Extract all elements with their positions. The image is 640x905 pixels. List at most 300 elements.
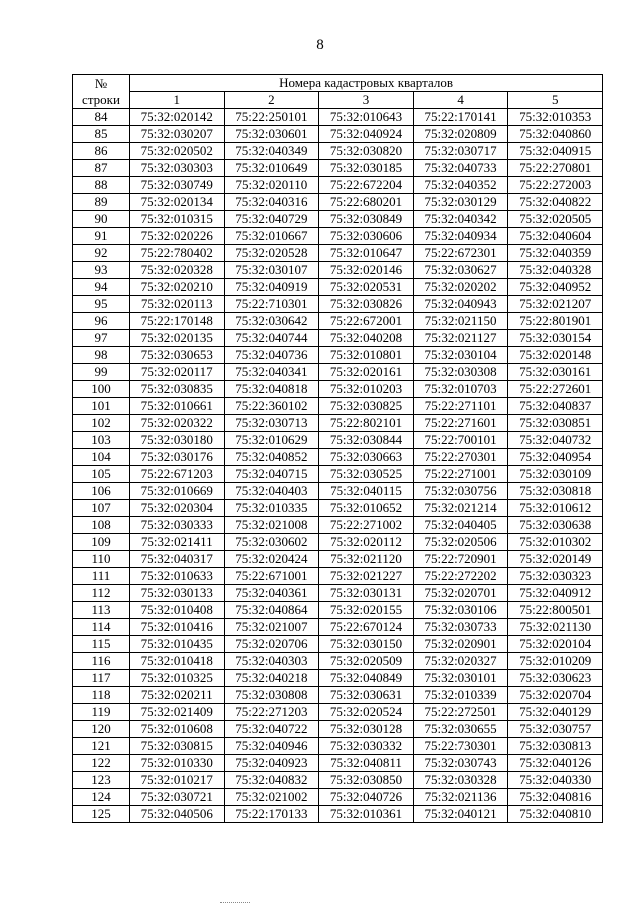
cadastral-number-cell: 75:32:030308 (413, 364, 508, 381)
cadastral-number-cell: 75:32:040317 (130, 551, 225, 568)
cadastral-number-cell: 75:32:010302 (508, 534, 603, 551)
cadastral-number-cell: 75:32:040915 (508, 143, 603, 160)
cadastral-number-cell: 75:32:010203 (319, 381, 414, 398)
cadastral-number-cell: 75:32:020531 (319, 279, 414, 296)
cadastral-number-cell: 75:32:020502 (130, 143, 225, 160)
page-number: 8 (316, 37, 324, 53)
cadastral-number-cell: 75:32:040361 (224, 585, 319, 602)
cadastral-number-cell: 75:22:271101 (413, 398, 508, 415)
table-row (73, 636, 603, 653)
cadastral-number-cell: 75:32:040352 (413, 177, 508, 194)
table-row (73, 262, 603, 279)
cadastral-number-cell: 75:32:040341 (224, 364, 319, 381)
cadastral-number-cell: 75:32:010408 (130, 602, 225, 619)
cadastral-number-cell: 75:32:030602 (224, 534, 319, 551)
cadastral-number-cell: 75:32:030663 (319, 449, 414, 466)
table-row (73, 449, 603, 466)
column-number-header: 3 (319, 92, 414, 109)
table-body (73, 109, 603, 823)
cadastral-number-cell: 75:32:010418 (130, 653, 225, 670)
header-row-group (73, 75, 603, 92)
cadastral-number-cell: 75:22:360102 (224, 398, 319, 415)
table-row (73, 517, 603, 534)
cadastral-number-cell: 75:32:020135 (130, 330, 225, 347)
row-number-cell: 114 (73, 619, 130, 636)
row-number-cell: 116 (73, 653, 130, 670)
cadastral-number-cell: 75:32:030849 (319, 211, 414, 228)
row-number-cell: 123 (73, 772, 130, 789)
cadastral-number-cell: 75:32:030332 (319, 738, 414, 755)
cadastral-number-cell: 75:22:272202 (413, 568, 508, 585)
table-row (73, 415, 603, 432)
column-number-header: 4 (413, 92, 508, 109)
cadastral-number-cell: 75:32:040912 (508, 585, 603, 602)
cadastral-number-cell: 75:32:040744 (224, 330, 319, 347)
cadastral-number-cell: 75:32:040342 (413, 211, 508, 228)
cadastral-number-cell: 75:32:030749 (130, 177, 225, 194)
cadastral-number-cell: 75:22:671203 (130, 466, 225, 483)
cadastral-number-cell: 75:32:020528 (224, 245, 319, 262)
table-row (73, 721, 603, 738)
row-number-cell: 98 (73, 347, 130, 364)
table-row (73, 619, 603, 636)
cadastral-number-cell: 75:32:040822 (508, 194, 603, 211)
cadastral-number-cell: 75:32:040316 (224, 194, 319, 211)
cadastral-number-cell: 75:32:040729 (224, 211, 319, 228)
cadastral-number-cell: 75:32:030743 (413, 755, 508, 772)
cadastral-number-cell: 75:32:021409 (130, 704, 225, 721)
cadastral-number-cell: 75:32:040934 (413, 228, 508, 245)
cadastral-number-cell: 75:32:030133 (130, 585, 225, 602)
table-row (73, 177, 603, 194)
row-number-cell: 109 (73, 534, 130, 551)
cadastral-number-cell: 75:32:030525 (319, 466, 414, 483)
cadastral-number-cell: 75:32:010339 (413, 687, 508, 704)
cadastral-number-cell: 75:32:030623 (508, 670, 603, 687)
table-row (73, 126, 603, 143)
row-number-cell: 125 (73, 806, 130, 823)
cadastral-number-cell: 75:32:021007 (224, 619, 319, 636)
cadastral-number-cell: 75:32:040811 (319, 755, 414, 772)
cadastral-number-cell: 75:32:040121 (413, 806, 508, 823)
cadastral-number-cell: 75:32:010649 (224, 160, 319, 177)
cadastral-number-cell: 75:32:040732 (508, 432, 603, 449)
table-row (73, 381, 603, 398)
cadastral-number-cell: 75:32:021411 (130, 534, 225, 551)
row-number-cell: 105 (73, 466, 130, 483)
table-row (73, 534, 603, 551)
row-number-cell: 91 (73, 228, 130, 245)
cadastral-number-cell: 75:32:030601 (224, 126, 319, 143)
table-row (73, 772, 603, 789)
cadastral-number-cell: 75:32:010315 (130, 211, 225, 228)
cadastral-number-cell: 75:32:040218 (224, 670, 319, 687)
cadastral-number-cell: 75:32:021002 (224, 789, 319, 806)
cadastral-number-cell: 75:32:020901 (413, 636, 508, 653)
row-number-header-label: № строки (82, 75, 120, 107)
cadastral-number-cell: 75:32:020134 (130, 194, 225, 211)
cadastral-number-cell: 75:32:030642 (224, 313, 319, 330)
row-number-header (73, 75, 130, 109)
table-row (73, 432, 603, 449)
cadastral-number-cell: 75:32:030808 (224, 687, 319, 704)
cadastral-table (72, 74, 603, 823)
cadastral-number-cell: 75:22:270801 (508, 160, 603, 177)
table-row (73, 602, 603, 619)
cadastral-number-cell: 75:32:020149 (508, 551, 603, 568)
cadastral-number-cell: 75:32:020322 (130, 415, 225, 432)
cadastral-number-cell: 75:22:720901 (413, 551, 508, 568)
cadastral-number-cell: 75:32:021227 (319, 568, 414, 585)
row-number-cell: 108 (73, 517, 130, 534)
cadastral-number-cell: 75:22:801901 (508, 313, 603, 330)
cadastral-number-cell: 75:32:030150 (319, 636, 414, 653)
row-number-cell: 102 (73, 415, 130, 432)
cadastral-number-cell: 75:32:040849 (319, 670, 414, 687)
cadastral-number-cell: 75:32:030733 (413, 619, 508, 636)
cadastral-number-cell: 75:32:030627 (413, 262, 508, 279)
cadastral-number-cell: 75:32:010335 (224, 500, 319, 517)
cadastral-number-cell: 75:22:672204 (319, 177, 414, 194)
cadastral-number-cell: 75:32:030826 (319, 296, 414, 313)
cadastral-number-cell: 75:32:020701 (413, 585, 508, 602)
row-number-cell: 100 (73, 381, 130, 398)
row-number-cell: 112 (73, 585, 130, 602)
cadastral-number-cell: 75:32:021214 (413, 500, 508, 517)
cadastral-number-cell: 75:32:040208 (319, 330, 414, 347)
cadastral-number-cell: 75:32:010435 (130, 636, 225, 653)
row-number-cell: 93 (73, 262, 130, 279)
cadastral-number-cell: 75:22:170141 (413, 109, 508, 126)
cadastral-number-cell: 75:32:021136 (413, 789, 508, 806)
table-row (73, 670, 603, 687)
table-row (73, 143, 603, 160)
cadastral-number-cell: 75:32:040715 (224, 466, 319, 483)
cadastral-number-cell: 75:32:040954 (508, 449, 603, 466)
cadastral-number-cell: 75:32:030128 (319, 721, 414, 738)
cadastral-number-cell: 75:32:040952 (508, 279, 603, 296)
cadastral-number-cell: 75:32:030131 (319, 585, 414, 602)
cadastral-number-cell: 75:32:030757 (508, 721, 603, 738)
table-row (73, 279, 603, 296)
row-number-cell: 99 (73, 364, 130, 381)
cadastral-number-cell: 75:22:250101 (224, 109, 319, 126)
cadastral-number-cell: 75:32:030328 (413, 772, 508, 789)
cadastral-number-cell: 75:32:030107 (224, 262, 319, 279)
cadastral-number-cell: 75:22:672301 (413, 245, 508, 262)
table-row (73, 704, 603, 721)
cadastral-number-cell: 75:32:020148 (508, 347, 603, 364)
cadastral-number-cell: 75:22:271203 (224, 704, 319, 721)
cadastral-number-cell: 75:32:030844 (319, 432, 414, 449)
cadastral-number-cell: 75:32:010647 (319, 245, 414, 262)
cadastral-number-cell: 75:32:010633 (130, 568, 225, 585)
row-number-cell: 113 (73, 602, 130, 619)
cadastral-number-cell: 75:32:020809 (413, 126, 508, 143)
cadastral-number-cell: 75:32:030631 (319, 687, 414, 704)
cadastral-number-cell: 75:32:020142 (130, 109, 225, 126)
row-number-cell: 101 (73, 398, 130, 415)
cadastral-number-cell: 75:32:010217 (130, 772, 225, 789)
table-row (73, 568, 603, 585)
cadastral-number-cell: 75:32:010652 (319, 500, 414, 517)
cadastral-number-cell: 75:32:030101 (413, 670, 508, 687)
cadastral-number-cell: 75:32:030653 (130, 347, 225, 364)
column-number-header: 2 (224, 92, 319, 109)
cadastral-number-cell: 75:32:030104 (413, 347, 508, 364)
cadastral-number-cell: 75:22:270301 (413, 449, 508, 466)
cadastral-number-cell: 75:32:010612 (508, 500, 603, 517)
cadastral-number-cell: 75:32:020146 (319, 262, 414, 279)
cadastral-number-cell: 75:22:802101 (319, 415, 414, 432)
cadastral-number-cell: 75:32:040837 (508, 398, 603, 415)
cadastral-number-cell: 75:32:010353 (508, 109, 603, 126)
cadastral-number-cell: 75:32:030154 (508, 330, 603, 347)
cadastral-number-cell: 75:32:030207 (130, 126, 225, 143)
cadastral-number-cell: 75:32:010416 (130, 619, 225, 636)
cadastral-number-cell: 75:32:030825 (319, 398, 414, 415)
cadastral-number-cell: 75:32:010703 (413, 381, 508, 398)
table-row (73, 500, 603, 517)
cadastral-number-cell: 75:32:020226 (130, 228, 225, 245)
row-number-cell: 107 (73, 500, 130, 517)
table-row (73, 228, 603, 245)
row-number-cell: 115 (73, 636, 130, 653)
cadastral-number-cell: 75:32:040860 (508, 126, 603, 143)
cadastral-number-cell: 75:22:271002 (319, 517, 414, 534)
cadastral-number-cell: 75:32:010608 (130, 721, 225, 738)
cadastral-number-cell: 75:32:021130 (508, 619, 603, 636)
table-row (73, 755, 603, 772)
cadastral-number-cell: 75:32:030106 (413, 602, 508, 619)
table-row (73, 296, 603, 313)
cadastral-number-cell: 75:32:030109 (508, 466, 603, 483)
cadastral-number-cell: 75:32:040923 (224, 755, 319, 772)
table-row (73, 245, 603, 262)
cadastral-number-cell: 75:32:010209 (508, 653, 603, 670)
cadastral-number-cell: 75:32:040810 (508, 806, 603, 823)
cadastral-number-cell: 75:32:030180 (130, 432, 225, 449)
table-row (73, 194, 603, 211)
row-number-cell: 85 (73, 126, 130, 143)
cadastral-number-cell: 75:32:021207 (508, 296, 603, 313)
cadastral-number-cell: 75:22:730301 (413, 738, 508, 755)
header-row-numbers (73, 92, 603, 109)
cadastral-number-cell: 75:32:021120 (319, 551, 414, 568)
cadastral-number-cell: 75:32:040349 (224, 143, 319, 160)
row-number-cell: 119 (73, 704, 130, 721)
table-row (73, 160, 603, 177)
cadastral-number-cell: 75:22:271001 (413, 466, 508, 483)
cadastral-number-cell: 75:32:020202 (413, 279, 508, 296)
bottom-mark (220, 902, 250, 903)
column-number-header: 1 (130, 92, 225, 109)
cadastral-number-cell: 75:32:020112 (319, 534, 414, 551)
cadastral-number-cell: 75:32:040852 (224, 449, 319, 466)
row-number-cell: 97 (73, 330, 130, 347)
cadastral-number-cell: 75:22:800501 (508, 602, 603, 619)
cadastral-number-cell: 75:32:040946 (224, 738, 319, 755)
cadastral-number-cell: 75:32:040722 (224, 721, 319, 738)
row-number-cell: 94 (73, 279, 130, 296)
cadastral-number-cell: 75:22:671001 (224, 568, 319, 585)
row-number-cell: 89 (73, 194, 130, 211)
row-number-cell: 92 (73, 245, 130, 262)
cadastral-number-cell: 75:32:020524 (319, 704, 414, 721)
cadastral-number-cell: 75:32:010330 (130, 755, 225, 772)
cadastral-number-cell: 75:32:040864 (224, 602, 319, 619)
cadastral-number-cell: 75:32:040818 (224, 381, 319, 398)
row-number-cell: 118 (73, 687, 130, 704)
table-row (73, 109, 603, 126)
cadastral-number-cell: 75:32:030756 (413, 483, 508, 500)
cadastral-number-cell: 75:32:040919 (224, 279, 319, 296)
table-row (73, 347, 603, 364)
cadastral-number-cell: 75:32:010325 (130, 670, 225, 687)
cadastral-number-cell: 75:32:040943 (413, 296, 508, 313)
cadastral-number-cell: 75:32:040726 (319, 789, 414, 806)
table-row (73, 364, 603, 381)
column-number-header: 5 (508, 92, 603, 109)
cadastral-number-cell: 75:32:010667 (224, 228, 319, 245)
cadastral-number-cell: 75:22:272501 (413, 704, 508, 721)
cadastral-number-cell: 75:32:010629 (224, 432, 319, 449)
cadastral-number-cell: 75:32:020104 (508, 636, 603, 653)
cadastral-number-cell: 75:32:030333 (130, 517, 225, 534)
cadastral-number-cell: 75:32:040115 (319, 483, 414, 500)
row-number-cell: 124 (73, 789, 130, 806)
cadastral-number-cell: 75:32:030813 (508, 738, 603, 755)
cadastral-number-cell: 75:22:700101 (413, 432, 508, 449)
table-row (73, 330, 603, 347)
cadastral-number-cell: 75:32:030129 (413, 194, 508, 211)
cadastral-number-cell: 75:32:030815 (130, 738, 225, 755)
row-number-cell: 111 (73, 568, 130, 585)
row-number-cell: 86 (73, 143, 130, 160)
cadastral-number-cell: 75:32:040832 (224, 772, 319, 789)
cadastral-number-cell: 75:32:020327 (413, 653, 508, 670)
cadastral-number-cell: 75:32:040129 (508, 704, 603, 721)
cadastral-number-cell: 75:22:680201 (319, 194, 414, 211)
table-row (73, 806, 603, 823)
table-row (73, 398, 603, 415)
cadastral-number-cell: 75:32:021127 (413, 330, 508, 347)
cadastral-number-cell: 75:32:030176 (130, 449, 225, 466)
cadastral-number-cell: 75:32:010643 (319, 109, 414, 126)
cadastral-number-cell: 75:22:670124 (319, 619, 414, 636)
cadastral-number-cell: 75:32:040816 (508, 789, 603, 806)
cadastral-number-cell: 75:32:020110 (224, 177, 319, 194)
cadastral-number-cell: 75:32:040359 (508, 245, 603, 262)
cadastral-number-cell: 75:32:010801 (319, 347, 414, 364)
cadastral-number-cell: 75:32:030713 (224, 415, 319, 432)
cadastral-number-cell: 75:32:020704 (508, 687, 603, 704)
table-row (73, 738, 603, 755)
table-row (73, 789, 603, 806)
cadastral-number-cell: 75:32:010669 (130, 483, 225, 500)
cadastral-number-cell: 75:32:020506 (413, 534, 508, 551)
cadastral-header: Номера кадастровых кварталов (130, 75, 603, 92)
cadastral-number-cell: 75:32:040506 (130, 806, 225, 823)
row-number-cell: 87 (73, 160, 130, 177)
cadastral-number-cell: 75:32:030185 (319, 160, 414, 177)
cadastral-number-cell: 75:22:170148 (130, 313, 225, 330)
cadastral-number-cell: 75:32:040604 (508, 228, 603, 245)
row-number-cell: 103 (73, 432, 130, 449)
cadastral-number-cell: 75:32:020304 (130, 500, 225, 517)
cadastral-number-cell: 75:32:021150 (413, 313, 508, 330)
cadastral-number-cell: 75:32:040403 (224, 483, 319, 500)
cadastral-number-cell: 75:32:030820 (319, 143, 414, 160)
table-row (73, 466, 603, 483)
cadastral-number-cell: 75:32:040924 (319, 126, 414, 143)
cadastral-number-cell: 75:22:170133 (224, 806, 319, 823)
cadastral-number-cell: 75:32:030818 (508, 483, 603, 500)
row-number-cell: 110 (73, 551, 130, 568)
cadastral-number-cell: 75:32:020505 (508, 211, 603, 228)
row-number-cell: 95 (73, 296, 130, 313)
row-number-cell: 96 (73, 313, 130, 330)
row-number-cell: 121 (73, 738, 130, 755)
cadastral-number-cell: 75:32:040303 (224, 653, 319, 670)
cadastral-number-cell: 75:32:030655 (413, 721, 508, 738)
cadastral-number-cell: 75:32:030721 (130, 789, 225, 806)
row-number-cell: 90 (73, 211, 130, 228)
cadastral-number-cell: 75:22:672001 (319, 313, 414, 330)
cadastral-number-cell: 75:32:020706 (224, 636, 319, 653)
table-row (73, 687, 603, 704)
cadastral-number-cell: 75:32:040330 (508, 772, 603, 789)
cadastral-number-cell: 75:32:020161 (319, 364, 414, 381)
cadastral-number-cell: 75:32:030303 (130, 160, 225, 177)
cadastral-number-cell: 75:32:010661 (130, 398, 225, 415)
cadastral-number-cell: 75:32:020117 (130, 364, 225, 381)
cadastral-number-cell: 75:32:020424 (224, 551, 319, 568)
table-row (73, 653, 603, 670)
cadastral-number-cell: 75:32:020210 (130, 279, 225, 296)
cadastral-number-cell: 75:32:040328 (508, 262, 603, 279)
row-number-cell: 104 (73, 449, 130, 466)
cadastral-number-cell: 75:32:020509 (319, 653, 414, 670)
cadastral-number-cell: 75:32:030851 (508, 415, 603, 432)
cadastral-number-cell: 75:32:040733 (413, 160, 508, 177)
cadastral-number-cell: 75:22:780402 (130, 245, 225, 262)
cadastral-number-cell: 75:32:030638 (508, 517, 603, 534)
cadastral-number-cell: 75:32:040126 (508, 755, 603, 772)
cadastral-number-cell: 75:22:710301 (224, 296, 319, 313)
table-row (73, 585, 603, 602)
cadastral-number-cell: 75:32:020328 (130, 262, 225, 279)
cadastral-number-cell: 75:32:030606 (319, 228, 414, 245)
row-number-cell: 84 (73, 109, 130, 126)
cadastral-number-cell: 75:32:030161 (508, 364, 603, 381)
table-row (73, 211, 603, 228)
cadastral-number-cell: 75:32:010361 (319, 806, 414, 823)
cadastral-number-cell: 75:32:020113 (130, 296, 225, 313)
cadastral-number-cell: 75:32:030323 (508, 568, 603, 585)
cadastral-number-cell: 75:32:020211 (130, 687, 225, 704)
cadastral-number-cell: 75:32:021008 (224, 517, 319, 534)
row-number-cell: 88 (73, 177, 130, 194)
cadastral-number-cell: 75:32:040736 (224, 347, 319, 364)
cadastral-number-cell: 75:32:030850 (319, 772, 414, 789)
cadastral-number-cell: 75:32:030717 (413, 143, 508, 160)
cadastral-number-cell: 75:22:272003 (508, 177, 603, 194)
cadastral-number-cell: 75:22:272601 (508, 381, 603, 398)
table-row (73, 551, 603, 568)
cadastral-number-cell: 75:22:271601 (413, 415, 508, 432)
cadastral-number-cell: 75:32:020155 (319, 602, 414, 619)
